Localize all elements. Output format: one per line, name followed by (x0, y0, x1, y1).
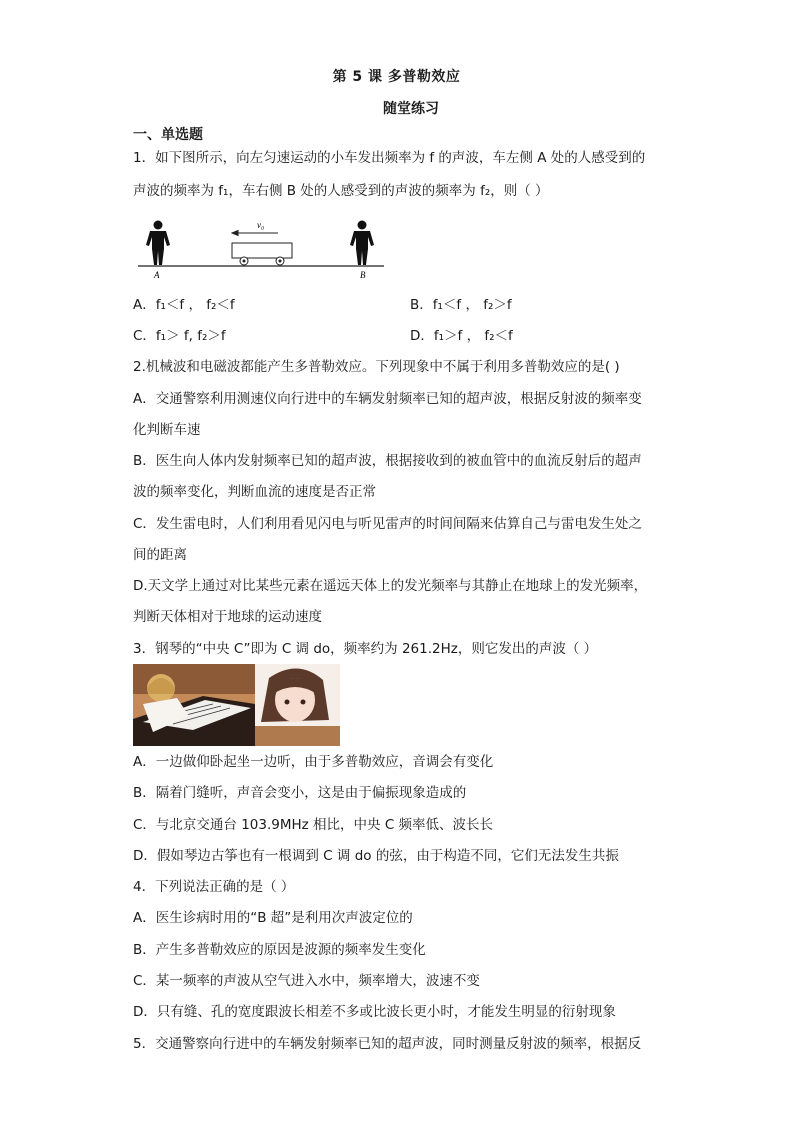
q2-option-c-line-2: 间的距离 (133, 547, 187, 563)
person-b-silhouette (350, 221, 374, 266)
q2-option-d-line-1: D.天文学上通过对比某些元素在遥远天体上的发光频率与其静止在地球上的发光频率， (133, 578, 648, 594)
q2-option-c-line-1: C．发生雷电时，人们利用看见闪电与听见雷声的时间间隔来估算自己与雷电发生处之 (133, 516, 642, 532)
q4-option-d: D．只有缝、孔的宽度跟波长相差不多或比波长更小时，才能发生明显的衍射现象 (133, 1004, 616, 1020)
label-b: B (360, 270, 366, 280)
label-a: A (154, 270, 160, 280)
q2-option-d-line-2: 判断天体相对于地球的运动速度 (133, 609, 322, 625)
q1-stem-line-2: 声波的频率为 f₁，车右侧 B 处的人感受到的声波的频率为 f₂，则（ ） (133, 183, 549, 199)
q3-option-d: D．假如琴边古筝也有一根调到 C 调 do 的弦，由于构造不同，它们无法发生共振 (133, 848, 619, 864)
q3-option-a: A．一边做仰卧起坐一边听，由于多普勒效应，音调会有变化 (133, 754, 494, 770)
q1-option-c: C．f₁＞ f, f₂＞f (133, 328, 226, 344)
q4-option-c: C．某一频率的声波从空气进入水中，频率增大，波速不变 (133, 973, 480, 989)
person-a-silhouette (146, 221, 170, 266)
q2-stem: 2.机械波和电磁波都能产生多普勒效应。下列现象中不属于利用多普勒效应的是( ) (133, 359, 620, 375)
page-title: 第 5 课 多普勒效应 (332, 69, 461, 85)
q2-option-a-line-1: A．交通警察利用测速仪向行进中的车辆发射频率已知的超声波，根据反射波的频率变 (133, 391, 642, 407)
q3-stem: 3．钢琴的“中央 C”即为 C 调 do，频率约为 261.2Hz，则它发出的声波（ ） (133, 641, 598, 657)
velocity-arrow (232, 231, 278, 236)
cart (232, 243, 292, 265)
page-subtitle: 随堂练习 (383, 101, 439, 117)
q3-option-b: B．隔着门缝听，声音会变小，这是由于偏振现象造成的 (133, 785, 467, 801)
q5-stem: 5．交通警察向行进中的车辆发射频率已知的超声波，同时测量反射波的频率，根据反 (133, 1036, 642, 1052)
q2-option-b-line-1: B．医生向人体内发射频率已知的超声波，根据接收到的被血管中的血流反射后的超声 (133, 453, 642, 469)
q3-piano-illustration (133, 664, 340, 746)
q2-option-a-line-2: 化判断车速 (133, 422, 201, 438)
q3-option-c: C．与北京交通台 103.9MHz 相比，中央 C 频率低、波长长 (133, 817, 494, 833)
section-heading: 一、单选题 (133, 127, 203, 143)
velocity-label: v₀ (257, 220, 265, 230)
q2-option-b-line-2: 波的频率变化，判断血流的速度是否正常 (133, 484, 376, 500)
q1-option-d: D．f₁＞f ， f₂＜f (410, 328, 513, 344)
q4-option-b: B．产生多普勒效应的原因是波源的频率发生变化 (133, 942, 426, 958)
q1-cart-figure (136, 214, 386, 280)
q1-option-b: B．f₁＜f ， f₂＞f (410, 297, 512, 313)
q1-stem-line-1: 1．如下图所示，向左匀速运动的小车发出频率为 f 的声波，车左侧 A 处的人感受到的 (133, 150, 646, 166)
q1-option-a: A．f₁＜f ， f₂＜f (133, 297, 235, 313)
q4-stem: 4．下列说法正确的是（ ） (133, 879, 295, 895)
q4-option-a: A．医生诊病时用的“B 超”是利用次声波定位的 (133, 910, 413, 926)
